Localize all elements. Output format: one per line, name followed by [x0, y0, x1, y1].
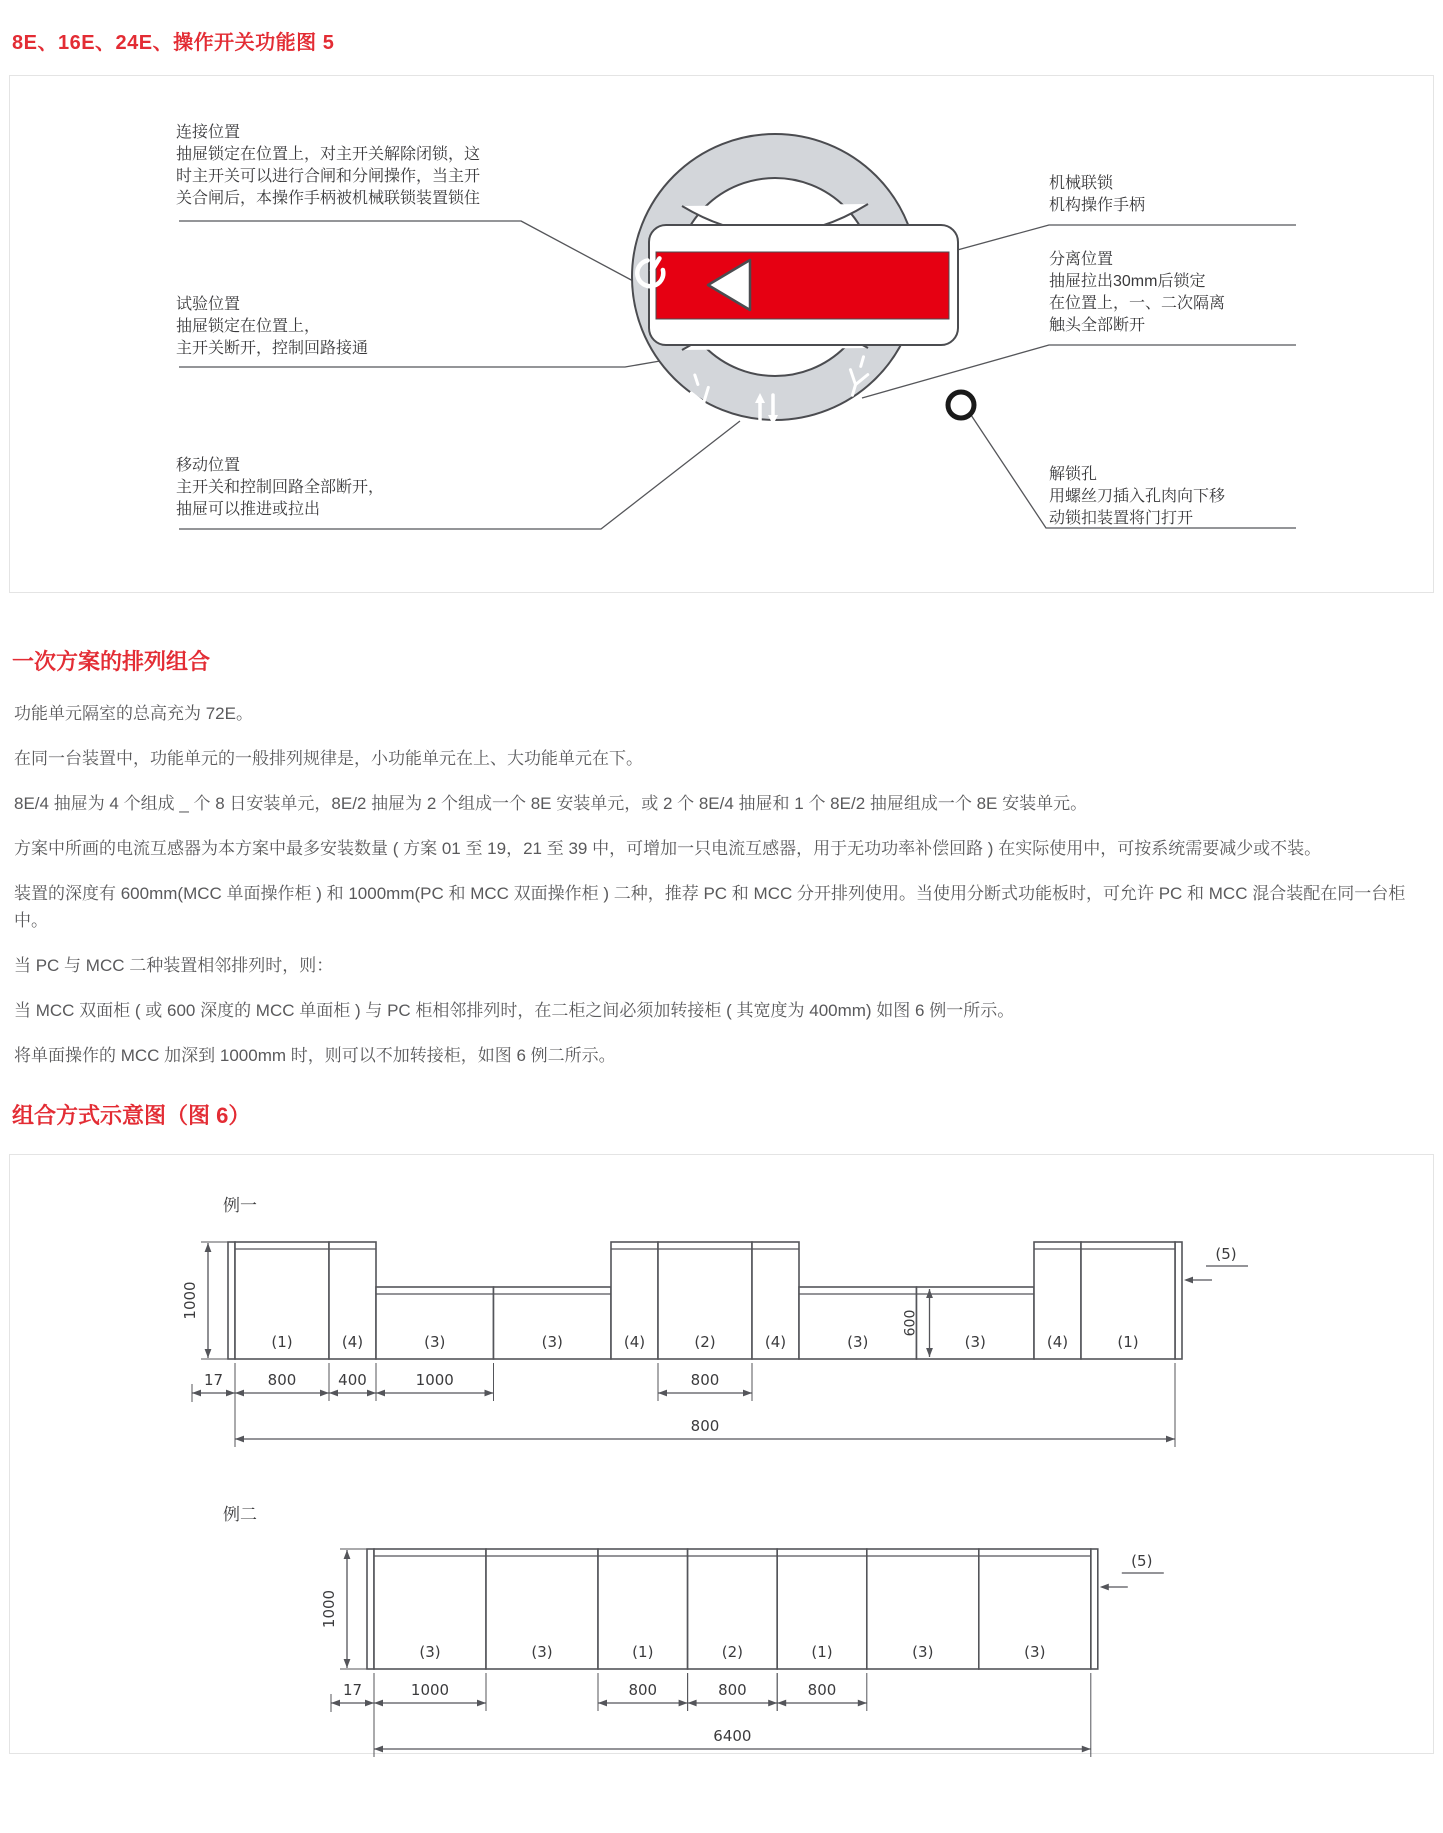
callout-line: 在位置上，一、二次隔离 [1049, 295, 1226, 312]
callout-title: 移动位置 [176, 457, 241, 474]
cabinet-cell [494, 1287, 612, 1359]
cabinet-cell [658, 1242, 752, 1359]
callout-mechanical-interlock [1049, 173, 1145, 217]
callout-line: 触头全部断开 [1049, 317, 1146, 334]
svg-text:1000: 1000 [320, 1589, 338, 1629]
cabinet-cell [917, 1287, 1035, 1359]
cabinet-cell [374, 1549, 486, 1669]
callout-line: 用螺丝刀插入孔肉向下移 [1049, 488, 1226, 505]
example-2-drawing [160, 1525, 1193, 1774]
svg-text:800: 800 [718, 1681, 747, 1699]
cell-label: (3) [541, 1333, 563, 1351]
cabinet-cell [979, 1549, 1091, 1669]
callout-test-position [176, 294, 368, 360]
example-1-drawing [160, 1216, 1277, 1464]
switch-function-diagram-panel [9, 75, 1434, 593]
callout-connect-position [176, 122, 480, 210]
dimension-row [192, 1363, 752, 1402]
example-1 [160, 1191, 1433, 1464]
end-panel-right [1175, 1242, 1182, 1359]
cabinet-cell [598, 1549, 688, 1669]
callout-line: 抽屉拉出30mm后锁定 [1049, 273, 1206, 290]
cell-label: (3) [419, 1643, 441, 1661]
section1-heading: 一次方案的排列组合 [12, 649, 211, 674]
svg-text:17: 17 [342, 1681, 363, 1699]
side-panel-pointer [1184, 1245, 1248, 1283]
end-panel-left [367, 1549, 374, 1669]
page-title: 8E、16E、24E、操作开关功能图 5 [12, 32, 335, 54]
callout-line: 主开关和控制回路全部断开， [176, 479, 385, 496]
cell-label: (1) [1117, 1333, 1139, 1351]
svg-text:(5): (5) [1215, 1245, 1237, 1263]
svg-text:800: 800 [690, 1417, 720, 1435]
cell-label: (3) [424, 1333, 446, 1351]
callout-line: 时主开关可以进行合闸和分闸操作，当主开 [176, 168, 481, 185]
end-panel-left [228, 1242, 235, 1359]
leader-connect-position [179, 221, 635, 282]
cabinet-cell [329, 1242, 376, 1359]
svg-text:800: 800 [690, 1371, 720, 1389]
cell-label: (4) [764, 1333, 787, 1351]
cell-label: (3) [531, 1643, 553, 1661]
cell-label: (1) [811, 1643, 833, 1661]
example-2 [160, 1500, 1433, 1774]
callout-title: 分离位置 [1049, 251, 1114, 268]
body-paragraph: 方案中所画的电流互感器为本方案中最多安装数量 ( 方案 01 至 19，21 至 39 中，可增加一只电流互感器，用于无功功率补偿回路 ) 在实际使用中，可按系统需要减少或不装。 [14, 839, 1322, 858]
cell-label: (3) [912, 1643, 934, 1661]
cell-label: (4) [1046, 1333, 1069, 1351]
cabinet-cell [611, 1242, 658, 1359]
body-paragraph: 当 PC 与 MCC 二种装置相邻排列时，则： [14, 956, 334, 975]
svg-text:800: 800 [267, 1371, 297, 1389]
example-2-label: 例二 [223, 1505, 257, 1524]
callout-line: 关合闸后，本操作手柄被机械联锁装置锁住 [176, 190, 481, 207]
svg-text:600: 600 [902, 1309, 919, 1337]
cabinet-cell [867, 1549, 979, 1669]
body-paragraph: 当 MCC 双面柜 ( 或 600 深度的 MCC 单面柜 ) 与 PC 柜相邻排列时，在二柜之间必须加转接柜 ( 其宽度为 400mm) 如图 6 例一所示。 [14, 1001, 1015, 1020]
body-paragraph: 装置的深度有 600mm(MCC 单面操作柜 ) 和 1000mm(PC 和 MCC 双面操作柜 ) 二种，推荐 PC 和 MCC 分开排列使用。当使用分断式功能板时，可允许 PC 和 MCC 混合装配在同一台柜中。 [14, 884, 1406, 930]
body-paragraph: 功能单元隔室的总高充为 72E。 [14, 704, 253, 723]
cabinet-cell [688, 1549, 778, 1669]
cabinet-cell [235, 1242, 329, 1359]
callout-line: 抽屉锁定在位置上， [176, 318, 321, 335]
callout-separate-position [1049, 249, 1225, 337]
height-dimension [181, 1242, 228, 1359]
cell-label: (4) [623, 1333, 646, 1351]
callout-title: 连接位置 [176, 124, 241, 141]
cell-label: (3) [964, 1333, 986, 1351]
handle-red-bar [656, 252, 949, 319]
leader-separate-position [862, 345, 1296, 398]
callout-move-position [176, 455, 384, 521]
body-paragraph: 8E/4 抽屉为 4 个组成 _ 个 8 日安装单元，8E/2 抽屉为 2 个组成一个 8E 安装单元，或 2 个 8E/4 抽屉和 1 个 8E/2 抽屉组成一个 8E 安装单元。 [14, 794, 1088, 813]
cell-label: (1) [271, 1333, 293, 1351]
svg-text:6400: 6400 [713, 1727, 752, 1745]
end-panel-right [1091, 1549, 1098, 1669]
callout-title: 解锁孔 [1049, 466, 1098, 483]
figure6-panel [9, 1154, 1434, 1754]
svg-text:1000: 1000 [415, 1371, 454, 1389]
body-paragraph: 在同一台装置中，功能单元的一般排列规律是，小功能单元在上、大功能单元在下。 [14, 749, 643, 768]
cell-label: (2) [721, 1643, 744, 1661]
callout-title: 试验位置 [176, 296, 241, 313]
callout-line: 抽屉可以推进或拉出 [176, 501, 321, 518]
leader-mechanical-interlock [950, 225, 1296, 252]
svg-text:1000: 1000 [181, 1281, 199, 1320]
svg-text:800: 800 [628, 1681, 658, 1699]
section1-paragraphs [14, 700, 1429, 1069]
cell-label: (1) [632, 1643, 654, 1661]
callout-line: 抽屉锁定在位置上，对主开关解除闭锁，这 [176, 146, 481, 163]
cabinet-cell [1034, 1242, 1081, 1359]
svg-text:800: 800 [807, 1681, 837, 1699]
cabinet-cell [799, 1287, 917, 1359]
dimension-row [331, 1673, 867, 1712]
callout-line: 机构操作手柄 [1049, 197, 1146, 214]
cell-label: (4) [341, 1333, 364, 1351]
cell-label: (3) [1024, 1643, 1046, 1661]
callout-line: 动锁扣装置将门打开 [1049, 510, 1194, 527]
cabinet-cell [486, 1549, 598, 1669]
cabinet-cell [777, 1549, 867, 1669]
unlock-hole-icon [948, 392, 974, 418]
svg-text:400: 400 [338, 1371, 367, 1389]
svg-text:17: 17 [203, 1371, 224, 1389]
cabinet-cell [376, 1287, 494, 1359]
leader-test-position [179, 361, 660, 367]
body-paragraph: 将单面操作的 MCC 加深到 1000mm 时，则可以不加转接柜，如图 6 例二所示。 [14, 1046, 616, 1065]
cabinet-cell [752, 1242, 799, 1359]
svg-text:(5): (5) [1131, 1552, 1153, 1570]
callout-unlock-hole [1049, 464, 1225, 530]
side-panel-pointer [1100, 1552, 1164, 1590]
cell-label: (3) [847, 1333, 869, 1351]
callout-line: 主开关断开，控制回路接通 [176, 340, 369, 357]
cabinet-cell [1081, 1242, 1175, 1359]
callout-title: 机械联锁 [1049, 175, 1114, 192]
svg-text:1000: 1000 [410, 1681, 450, 1699]
section2-heading: 组合方式示意图（图 6） [12, 1103, 251, 1128]
height-dimension [320, 1549, 367, 1669]
cell-label: (2) [694, 1333, 716, 1351]
example-1-label: 例一 [223, 1196, 257, 1215]
